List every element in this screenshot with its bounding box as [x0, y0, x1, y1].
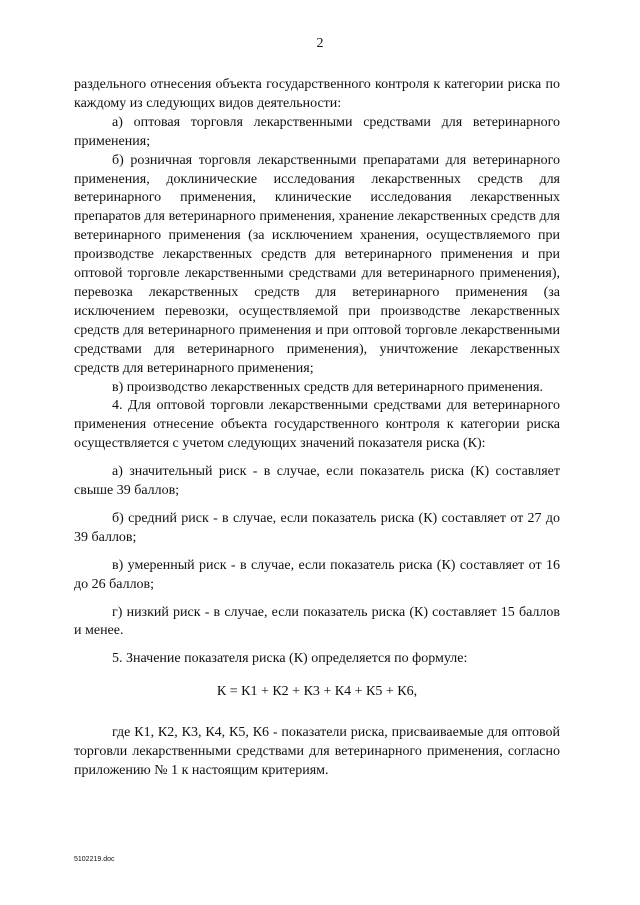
page-number: 2	[316, 36, 324, 51]
document-footer: 5102219.doc	[74, 856, 115, 863]
paragraph-risk-moderate: в) умеренный риск - в случае, если показатель риска (К) составляет от 16 до 26 баллов;	[74, 557, 560, 592]
paragraph-risk-significant: а) значительный риск - в случае, если показатель риска (К) составляет свыше 39 баллов;	[74, 464, 560, 499]
paragraph-continuation: раздельного отнесения объекта государственного контроля к категории риска по каждому из следующих видов деятельности:	[74, 77, 560, 111]
paragraph-section-5: 5. Значение показателя риска (К) определяется по формуле:	[112, 651, 468, 667]
paragraph-section-4: 4. Для оптовой торговли лекарственными средствами для ветеринарного применения отнесение объекта государственного контроля к категории риска осуществляется с учетом следующих значений показателя риска (К):	[74, 398, 560, 452]
paragraph-item-a: а) оптовая торговля лекарственными средствами для ветеринарного применения;	[74, 114, 560, 149]
paragraph-item-v: в) производство лекарственных средств для ветеринарного применения.	[112, 379, 544, 395]
paragraph-formula-explanation: где К1, К2, К3, К4, К5, К6 - показатели риска, присваиваемые для оптовой торговли лекарственными средствами для ветеринарного применения, согласно приложению № 1 к настоящим критериям.	[74, 725, 560, 778]
paragraph-risk-medium: б) средний риск - в случае, если показатель риска (К) составляет от 27 до 39 баллов;	[74, 510, 560, 545]
paragraph-item-b: б) розничная торговля лекарственными препаратами для ветеринарного применения, доклинические исследования лекарственных средств для ветеринарного применения, клинические исследования лекарственных препаратов для ветеринарного применения, хранение лекарственных средств для ветеринарного применения (за исключением хранения, осуществляемого при производстве лекарственных средств для ветеринарного применения и при оптовой торговле лекарственными средствами для ветеринарного применения), перевозка лекарственных средств для ветеринарного применения (за исключением перевозки, осуществляемой при производстве лекарственных средств для ветеринарного применения и при оптовой торговле лекарственными средствами для ветеринарного применения), уничтожение лекарственных средств для ветеринарного применения;	[74, 152, 560, 376]
document-body	[74, 76, 560, 781]
risk-formula: К = К1 + К2 + К3 + К4 + К5 + К6,	[216, 684, 418, 700]
paragraph-risk-low: г) низкий риск - в случае, если показатель риска (К) составляет 15 баллов и менее.	[74, 604, 560, 639]
